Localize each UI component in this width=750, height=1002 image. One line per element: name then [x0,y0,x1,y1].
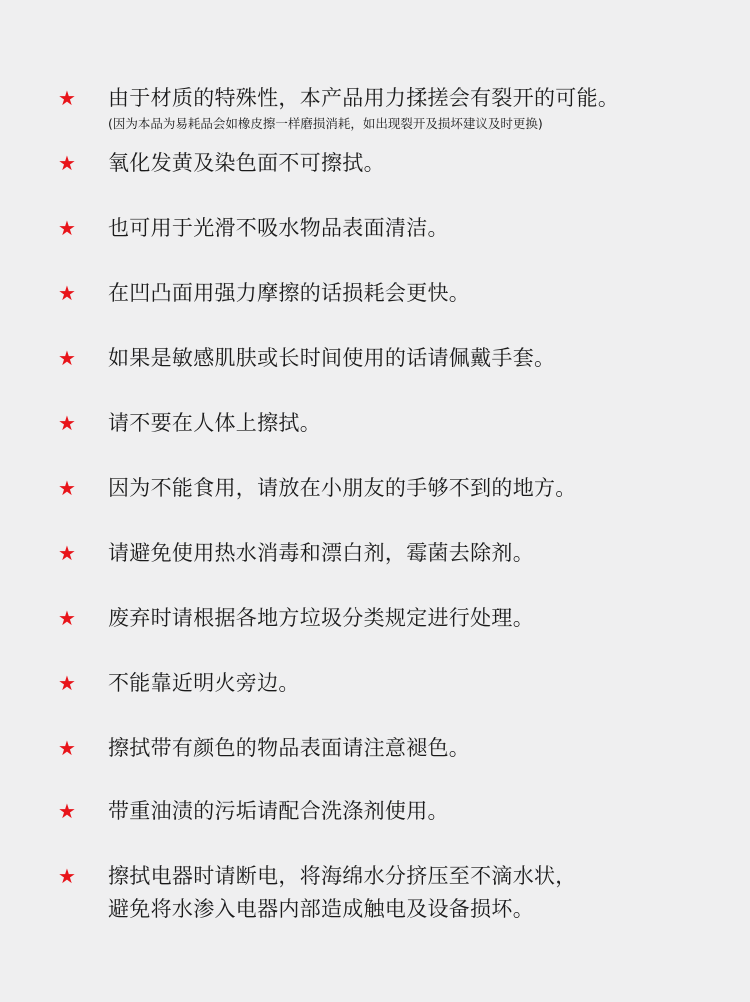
star-icon: ★ [58,151,76,175]
notice-text: 在凹凸面用强力摩擦的话损耗会更快。 [108,281,471,305]
notice-text: 请避免使用热水消毒和漂白剂，霉菌去除剂。 [108,541,534,565]
notice-text: 擦拭电器时请断电，将海绵水分挤压至不滴水状， [108,864,577,888]
star-icon: ★ [58,671,76,695]
star-icon: ★ [58,346,76,370]
notice-text: 请不要在人体上擦拭。 [108,411,321,435]
star-icon: ★ [58,281,76,305]
notice-text: 擦拭带有颜色的物品表面请注意褪色。 [108,736,471,760]
notice-text: 也可用于光滑不吸水物品表面清洁。 [108,216,449,240]
notice-text: 带重油渍的污垢请配合洗涤剂使用。 [108,799,449,823]
notice-text-line2: 避免将水渗入电器内部造成触电及设备损坏。 [108,897,534,921]
star-icon: ★ [58,606,76,630]
notice-text: 如果是敏感肌肤或长时间使用的话请佩戴手套。 [108,346,556,370]
notice-text: 由于材质的特殊性，本产品用力揉搓会有裂开的可能。 [108,86,620,110]
star-icon: ★ [58,541,76,565]
star-icon: ★ [58,864,76,888]
notice-text: 氧化发黄及染色面不可擦拭。 [108,151,385,175]
notice-text: 因为不能食用，请放在小朋友的手够不到的地方。 [108,476,577,500]
notice-text: 不能靠近明火旁边。 [108,671,300,695]
star-icon: ★ [58,86,76,110]
star-icon: ★ [58,411,76,435]
notice-text: 废弃时请根据各地方垃圾分类规定进行处理。 [108,606,534,630]
star-icon: ★ [58,476,76,500]
notice-note: (因为本品为易耗品会如橡皮擦一样磨损消耗，如出现裂开及损坏建议及时更换) [108,116,543,131]
star-icon: ★ [58,799,76,823]
star-icon: ★ [58,736,76,760]
star-icon: ★ [58,216,76,240]
